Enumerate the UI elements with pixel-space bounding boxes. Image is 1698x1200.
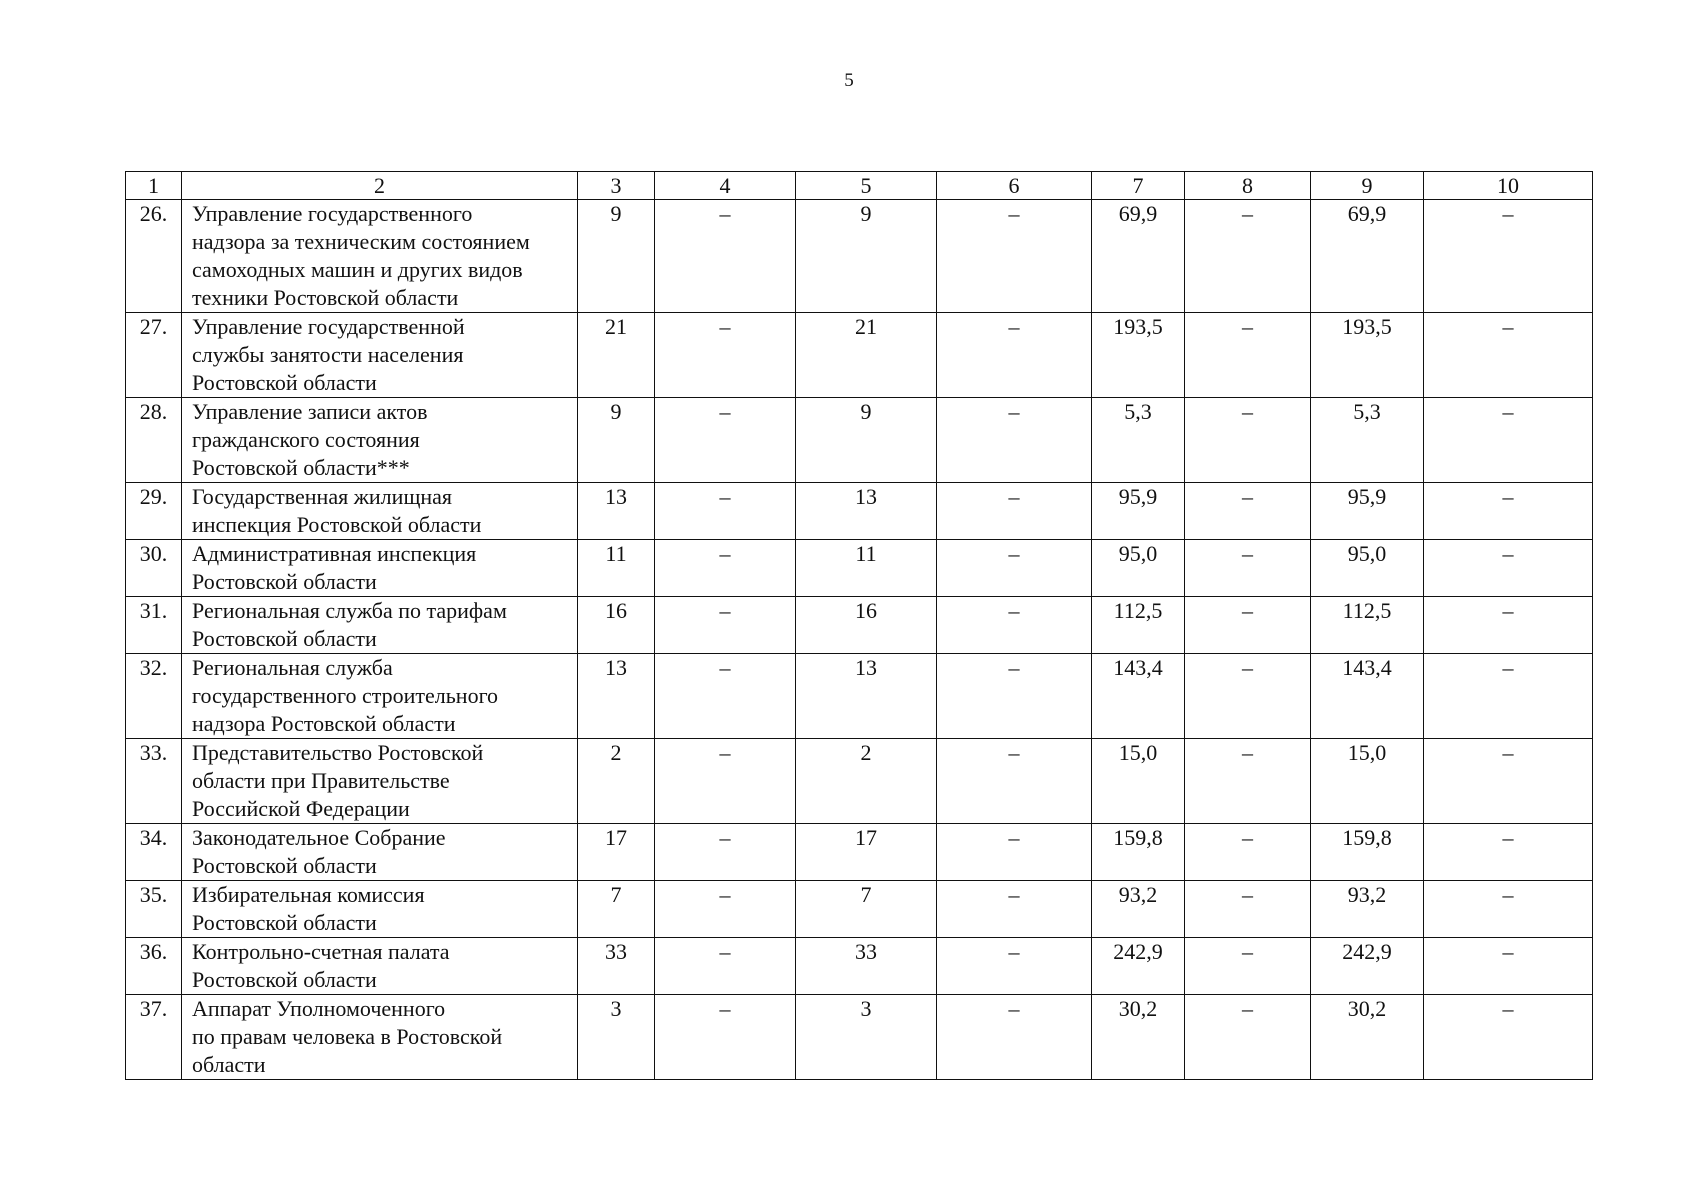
- cell-column-5: 17: [796, 824, 937, 881]
- cell-column-3: 33: [578, 938, 655, 995]
- cell-column-3: 17: [578, 824, 655, 881]
- column-header-5: 5: [796, 172, 937, 200]
- cell-column-10: –: [1424, 597, 1593, 654]
- cell-column-7: 159,8: [1092, 824, 1185, 881]
- cell-column-7: 69,9: [1092, 200, 1185, 313]
- organization-name: [182, 938, 578, 995]
- cell-column-6: –: [937, 313, 1092, 398]
- cell-column-4: –: [655, 200, 796, 313]
- cell-column-4: –: [655, 597, 796, 654]
- cell-column-5: 9: [796, 200, 937, 313]
- organization-name: [182, 824, 578, 881]
- row-number: 37.: [126, 995, 182, 1080]
- column-header-2: 2: [182, 172, 578, 200]
- organization-name-line: Ростовской области: [192, 626, 377, 651]
- row-number: 34.: [126, 824, 182, 881]
- cell-column-10: –: [1424, 540, 1593, 597]
- organization-name-line: службы занятости населения: [192, 342, 464, 367]
- page-number: 5: [844, 70, 854, 91]
- cell-column-6: –: [937, 200, 1092, 313]
- table-row: [126, 995, 1593, 1080]
- organization-name-line: Ростовской области: [192, 569, 377, 594]
- cell-column-6: –: [937, 824, 1092, 881]
- cell-column-7: 143,4: [1092, 654, 1185, 739]
- organization-name-line: Представительство Ростовской: [192, 740, 484, 765]
- cell-column-6: –: [937, 881, 1092, 938]
- cell-column-7: 15,0: [1092, 739, 1185, 824]
- cell-column-10: –: [1424, 881, 1593, 938]
- cell-column-7: 5,3: [1092, 398, 1185, 483]
- organization-name: [182, 540, 578, 597]
- organization-name-line: Российской Федерации: [192, 796, 410, 821]
- table-header: [126, 172, 1593, 200]
- organization-name-line: Избирательная комиссия: [192, 882, 425, 907]
- column-header-1: 1: [126, 172, 182, 200]
- row-number: 28.: [126, 398, 182, 483]
- cell-column-10: –: [1424, 313, 1593, 398]
- row-number: 27.: [126, 313, 182, 398]
- row-number: 35.: [126, 881, 182, 938]
- cell-column-10: –: [1424, 398, 1593, 483]
- cell-column-8: –: [1185, 483, 1311, 540]
- cell-column-8: –: [1185, 995, 1311, 1080]
- organization-name-line: Законодательное Собрание: [192, 825, 446, 850]
- table-row: [126, 739, 1593, 824]
- cell-column-3: 9: [578, 200, 655, 313]
- cell-column-8: –: [1185, 881, 1311, 938]
- cell-column-9: 143,4: [1311, 654, 1424, 739]
- table-row: [126, 200, 1593, 313]
- organization-name: [182, 200, 578, 313]
- cell-column-9: 112,5: [1311, 597, 1424, 654]
- table-row: [126, 654, 1593, 739]
- column-header-7: 7: [1092, 172, 1185, 200]
- header-row: [126, 172, 1593, 200]
- cell-column-3: 3: [578, 995, 655, 1080]
- organization-name: [182, 398, 578, 483]
- cell-column-7: 30,2: [1092, 995, 1185, 1080]
- cell-column-5: 33: [796, 938, 937, 995]
- organization-name-line: самоходных машин и других видов: [192, 257, 523, 282]
- cell-column-6: –: [937, 398, 1092, 483]
- cell-column-7: 193,5: [1092, 313, 1185, 398]
- cell-column-9: 93,2: [1311, 881, 1424, 938]
- cell-column-7: 112,5: [1092, 597, 1185, 654]
- cell-column-6: –: [937, 483, 1092, 540]
- row-number: 32.: [126, 654, 182, 739]
- cell-column-6: –: [937, 739, 1092, 824]
- organization-name: [182, 995, 578, 1080]
- cell-column-9: 95,9: [1311, 483, 1424, 540]
- table-row: [126, 938, 1593, 995]
- cell-column-6: –: [937, 597, 1092, 654]
- organization-name-line: Управление записи актов: [192, 399, 428, 424]
- organization-name-line: Региональная служба: [192, 655, 393, 680]
- cell-column-3: 13: [578, 483, 655, 540]
- table-row: [126, 483, 1593, 540]
- cell-column-4: –: [655, 313, 796, 398]
- organization-name-line: надзора Ростовской области: [192, 711, 456, 736]
- cell-column-9: 95,0: [1311, 540, 1424, 597]
- cell-column-5: 13: [796, 483, 937, 540]
- organization-name-line: Контрольно-счетная палата: [192, 939, 450, 964]
- organization-name-line: государственного строительного: [192, 683, 499, 708]
- organization-name-line: Ростовской области***: [192, 455, 410, 480]
- organization-name-line: области при Правительстве: [192, 768, 450, 793]
- cell-column-7: 242,9: [1092, 938, 1185, 995]
- cell-column-8: –: [1185, 398, 1311, 483]
- cell-column-6: –: [937, 938, 1092, 995]
- cell-column-10: –: [1424, 739, 1593, 824]
- organization-name: [182, 597, 578, 654]
- cell-column-5: 2: [796, 739, 937, 824]
- data-table: [125, 171, 1593, 1080]
- cell-column-5: 13: [796, 654, 937, 739]
- cell-column-4: –: [655, 398, 796, 483]
- cell-column-7: 95,9: [1092, 483, 1185, 540]
- cell-column-8: –: [1185, 540, 1311, 597]
- table-row: [126, 881, 1593, 938]
- cell-column-8: –: [1185, 824, 1311, 881]
- cell-column-8: –: [1185, 739, 1311, 824]
- cell-column-7: 95,0: [1092, 540, 1185, 597]
- organization-name-line: надзора за техническим состоянием: [192, 229, 530, 254]
- organization-name-line: техники Ростовской области: [192, 285, 459, 310]
- organization-name-line: Управление государственной: [192, 314, 465, 339]
- cell-column-9: 69,9: [1311, 200, 1424, 313]
- table-row: [126, 313, 1593, 398]
- cell-column-3: 16: [578, 597, 655, 654]
- cell-column-3: 7: [578, 881, 655, 938]
- organization-name-line: гражданского состояния: [192, 427, 420, 452]
- column-header-3: 3: [578, 172, 655, 200]
- column-header-4: 4: [655, 172, 796, 200]
- table-row: [126, 398, 1593, 483]
- cell-column-8: –: [1185, 654, 1311, 739]
- cell-column-9: 5,3: [1311, 398, 1424, 483]
- cell-column-4: –: [655, 540, 796, 597]
- organization-name-line: Ростовской области: [192, 370, 377, 395]
- organization-name: [182, 313, 578, 398]
- table-body: [126, 200, 1593, 1080]
- cell-column-5: 16: [796, 597, 937, 654]
- cell-column-9: 242,9: [1311, 938, 1424, 995]
- organization-name-line: Управление государственного: [192, 201, 473, 226]
- cell-column-4: –: [655, 483, 796, 540]
- organization-name-line: Региональная служба по тарифам: [192, 598, 507, 623]
- cell-column-4: –: [655, 824, 796, 881]
- cell-column-8: –: [1185, 597, 1311, 654]
- cell-column-7: 93,2: [1092, 881, 1185, 938]
- cell-column-10: –: [1424, 654, 1593, 739]
- cell-column-3: 21: [578, 313, 655, 398]
- cell-column-5: 3: [796, 995, 937, 1080]
- cell-column-4: –: [655, 938, 796, 995]
- cell-column-3: 2: [578, 739, 655, 824]
- organization-name-line: Аппарат Уполномоченного: [192, 996, 446, 1021]
- column-header-8: 8: [1185, 172, 1311, 200]
- row-number: 33.: [126, 739, 182, 824]
- organization-name-line: Ростовской области: [192, 910, 377, 935]
- cell-column-3: 13: [578, 654, 655, 739]
- table-row: [126, 824, 1593, 881]
- cell-column-5: 7: [796, 881, 937, 938]
- column-header-10: 10: [1424, 172, 1593, 200]
- cell-column-10: –: [1424, 938, 1593, 995]
- organization-name: [182, 881, 578, 938]
- cell-column-6: –: [937, 540, 1092, 597]
- cell-column-4: –: [655, 881, 796, 938]
- row-number: 30.: [126, 540, 182, 597]
- cell-column-4: –: [655, 654, 796, 739]
- cell-column-9: 193,5: [1311, 313, 1424, 398]
- cell-column-8: –: [1185, 313, 1311, 398]
- cell-column-10: –: [1424, 824, 1593, 881]
- table-row: [126, 540, 1593, 597]
- organization-name-line: Административная инспекция: [192, 541, 477, 566]
- cell-column-4: –: [655, 995, 796, 1080]
- organization-name: [182, 739, 578, 824]
- row-number: 26.: [126, 200, 182, 313]
- row-number: 31.: [126, 597, 182, 654]
- cell-column-5: 9: [796, 398, 937, 483]
- cell-column-9: 15,0: [1311, 739, 1424, 824]
- cell-column-6: –: [937, 654, 1092, 739]
- column-header-9: 9: [1311, 172, 1424, 200]
- cell-column-9: 30,2: [1311, 995, 1424, 1080]
- cell-column-3: 9: [578, 398, 655, 483]
- organization-name-line: по правам человека в Ростовской: [192, 1024, 503, 1049]
- cell-column-10: –: [1424, 483, 1593, 540]
- cell-column-4: –: [655, 739, 796, 824]
- organization-name: [182, 483, 578, 540]
- table-row: [126, 597, 1593, 654]
- cell-column-8: –: [1185, 938, 1311, 995]
- cell-column-9: 159,8: [1311, 824, 1424, 881]
- cell-column-3: 11: [578, 540, 655, 597]
- cell-column-8: –: [1185, 200, 1311, 313]
- column-header-6: 6: [937, 172, 1092, 200]
- organization-name-line: Ростовской области: [192, 967, 377, 992]
- organization-name-line: Ростовской области: [192, 853, 377, 878]
- organization-name-line: области: [192, 1052, 266, 1077]
- cell-column-10: –: [1424, 200, 1593, 313]
- cell-column-10: –: [1424, 995, 1593, 1080]
- cell-column-5: 11: [796, 540, 937, 597]
- organization-name-line: Государственная жилищная: [192, 484, 453, 509]
- organization-name-line: инспекция Ростовской области: [192, 512, 482, 537]
- cell-column-6: –: [937, 995, 1092, 1080]
- row-number: 36.: [126, 938, 182, 995]
- row-number: 29.: [126, 483, 182, 540]
- organization-name: [182, 654, 578, 739]
- cell-column-5: 21: [796, 313, 937, 398]
